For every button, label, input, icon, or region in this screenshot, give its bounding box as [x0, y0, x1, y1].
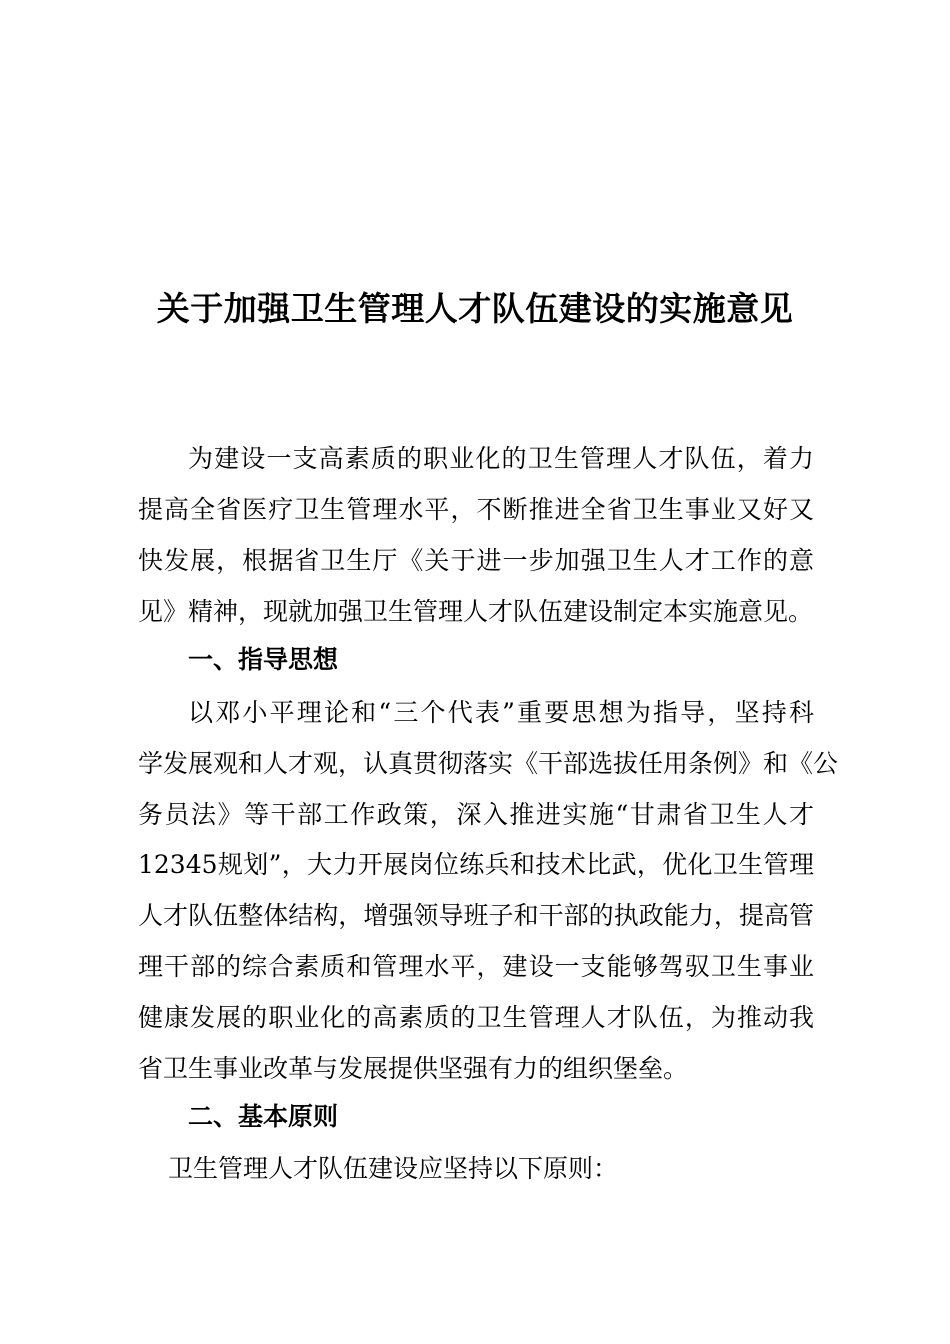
paragraph-line: 健康发展的职业化的高素质的卫生管理人才队伍，为推动我 [138, 1003, 814, 1032]
paragraph-line: 以邓小平理论和“三个代表”重要思想为指导，坚持科 [188, 698, 814, 727]
paragraph-line: 省卫生事业改革与发展提供坚强有力的组织堡垒。 [138, 1054, 689, 1083]
section-heading-guiding-ideology: 一、指导思想 [188, 645, 339, 674]
paragraph-line: 12345规划”，大力开展岗位练兵和技术比武，优化卫生管理 [138, 850, 814, 879]
paragraph-line: 学发展观和人才观，认真贯彻落实《干部选拔任用条例》和《公 [138, 749, 839, 778]
paragraph-line: 理干部的综合素质和管理水平，建设一支能够驾驭卫生事业 [138, 952, 814, 981]
paragraph-line: 见》精神，现就加强卫生管理人才队伍建设制定本实施意见。 [138, 597, 814, 626]
section-heading-basic-principles: 二、基本原则 [188, 1102, 339, 1131]
paragraph-line: 务员法》等干部工作政策，深入推进实施“甘肃省卫生人才 [138, 800, 814, 829]
document-title: 关于加强卫生管理人才队伍建设的实施意见 [156, 289, 794, 328]
paragraph-line: 提高全省医疗卫生管理水平，不断推进全省卫生事业又好又 [138, 495, 814, 524]
paragraph-line: 为建设一支高素质的职业化的卫生管理人才队伍，着力 [188, 444, 814, 473]
paragraph-line: 人才队伍整体结构，增强领导班子和干部的执政能力，提高管 [138, 901, 814, 930]
paragraph-line: 快发展，根据省卫生厅《关于进一步加强卫生人才工作的意 [138, 546, 814, 575]
section-intro-text: 卫生管理人才队伍建设应坚持以下原则： [168, 1154, 619, 1183]
